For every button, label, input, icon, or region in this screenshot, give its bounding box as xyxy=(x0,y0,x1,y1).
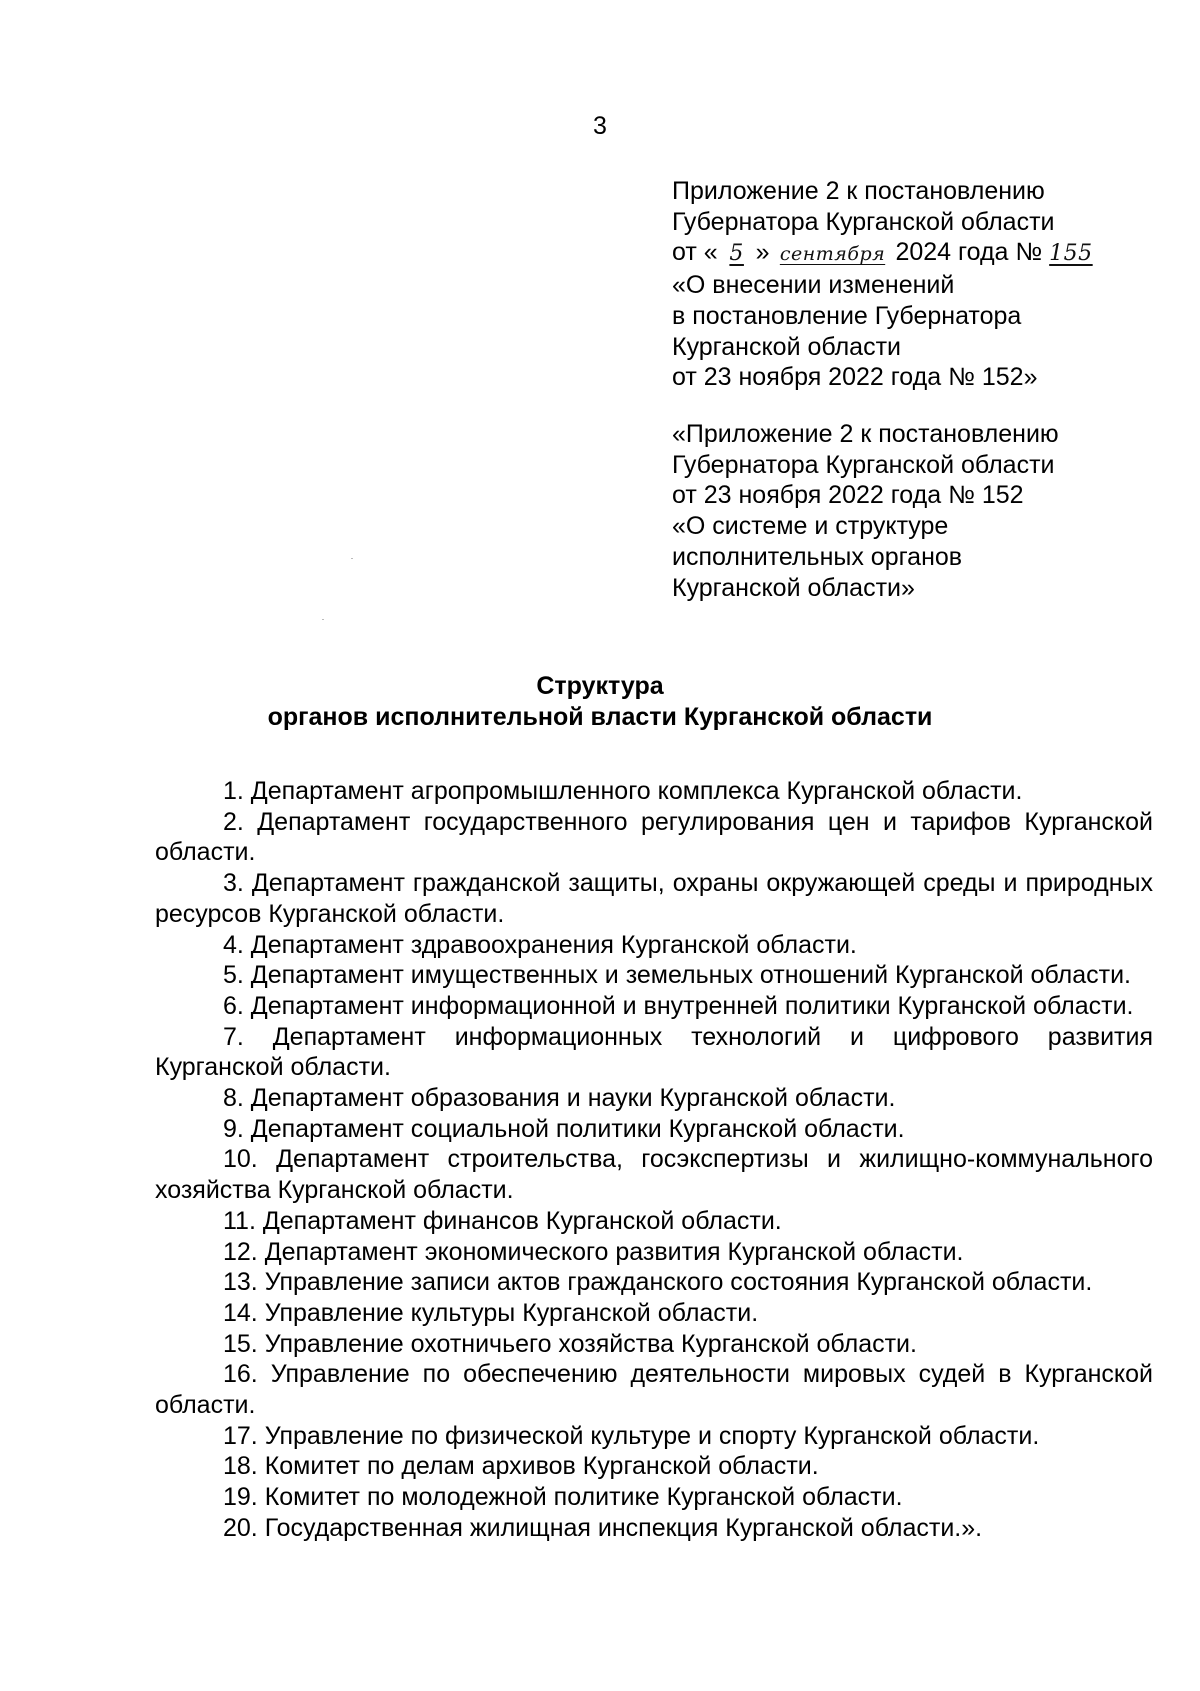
list-item: 13. Управление записи актов гражданского состояния Курганской области. xyxy=(223,1268,1093,1297)
annex-line: исполнительных органов xyxy=(672,542,963,571)
annex-line: Губернатора Курганской области xyxy=(672,207,1055,236)
handwritten-month: сентября xyxy=(779,243,886,266)
list-item: 7. Департамент информационных технологий и цифрового развития Курганской области. xyxy=(155,1022,1153,1082)
list-item: 9. Департамент социальной политики Курганской области. xyxy=(223,1114,905,1143)
date-suffix: 2024 года № xyxy=(895,238,1043,267)
title-line: Структура xyxy=(536,672,664,700)
annex-line: Приложение 2 к постановлению xyxy=(672,177,1045,205)
annex-line: «Приложение 2 к постановлению xyxy=(672,420,1059,448)
list-item: 12. Департамент экономического развития Курганской области. xyxy=(223,1237,964,1266)
annex-header-original xyxy=(672,419,1059,603)
handwritten-day: 5 xyxy=(729,241,744,267)
annex-line: Курганской области xyxy=(672,332,902,361)
annex-line: в постановление Губернатора xyxy=(672,301,1022,330)
list-item: 16. Управление по обеспечению деятельности мировых судей в Курганской области. xyxy=(155,1360,1153,1420)
annex-date-line xyxy=(672,237,1091,270)
list-item: 15. Управление охотничьего хозяйства Курганской области. xyxy=(223,1329,917,1358)
list-item: 18. Комитет по делам архивов Курганской области. xyxy=(223,1452,819,1481)
document-title xyxy=(0,671,1200,732)
list-item: 8. Департамент образования и науки Курганской области. xyxy=(223,1084,896,1113)
list-item: 1. Департамент агропромышленного комплекса Курганской области. xyxy=(223,777,1023,805)
list-item: 20. Государственная жилищная инспекция Курганской области.». xyxy=(223,1513,983,1542)
list-item: 14. Управление культуры Курганской области. xyxy=(223,1298,759,1327)
list-item: 19. Комитет по молодежной политике Курганской области. xyxy=(223,1483,903,1512)
annex-line: от 23 ноября 2022 года № 152 xyxy=(672,481,1024,510)
scan-speck xyxy=(351,558,353,559)
date-prefix: от « xyxy=(672,238,718,267)
title-line: органов исполнительной власти Курганской области xyxy=(267,702,933,731)
list-item: 2. Департамент государственного регулирования цен и тарифов Курганской области. xyxy=(155,807,1153,867)
list-item: 10. Департамент строительства, госэкспертизы и жилищно-коммунального хозяйства Курганской области. xyxy=(155,1145,1153,1205)
annex-line: от 23 ноября 2022 года № 152» xyxy=(672,363,1038,392)
list-item: 4. Департамент здравоохранения Курганской области. xyxy=(223,930,857,959)
annex-line: Губернатора Курганской области xyxy=(672,450,1055,479)
list-item: 5. Департамент имущественных и земельных отношений Курганской области. xyxy=(223,961,1131,990)
list-item: 11. Департамент финансов Курганской области. xyxy=(223,1206,782,1235)
list-item: 3. Департамент гражданской защиты, охраны окружающей среды и природных ресурсов Курганской области. xyxy=(155,869,1153,928)
annex-line: Курганской области» xyxy=(672,573,915,602)
handwritten-number: 155 xyxy=(1049,241,1093,267)
annex-line: «О внесении изменений xyxy=(672,271,955,300)
date-mid: » xyxy=(755,238,770,267)
annex-header-current xyxy=(672,176,1091,393)
scan-speck xyxy=(322,619,324,620)
list-item: 17. Управление по физической культуре и спорту Курганской области. xyxy=(223,1421,1040,1450)
page-number: 3 xyxy=(593,112,607,140)
annex-line: «О системе и структуре xyxy=(672,512,949,541)
list-item: 6. Департамент информационной и внутренней политики Курганской области. xyxy=(223,991,1134,1020)
agency-list xyxy=(155,776,1153,1544)
